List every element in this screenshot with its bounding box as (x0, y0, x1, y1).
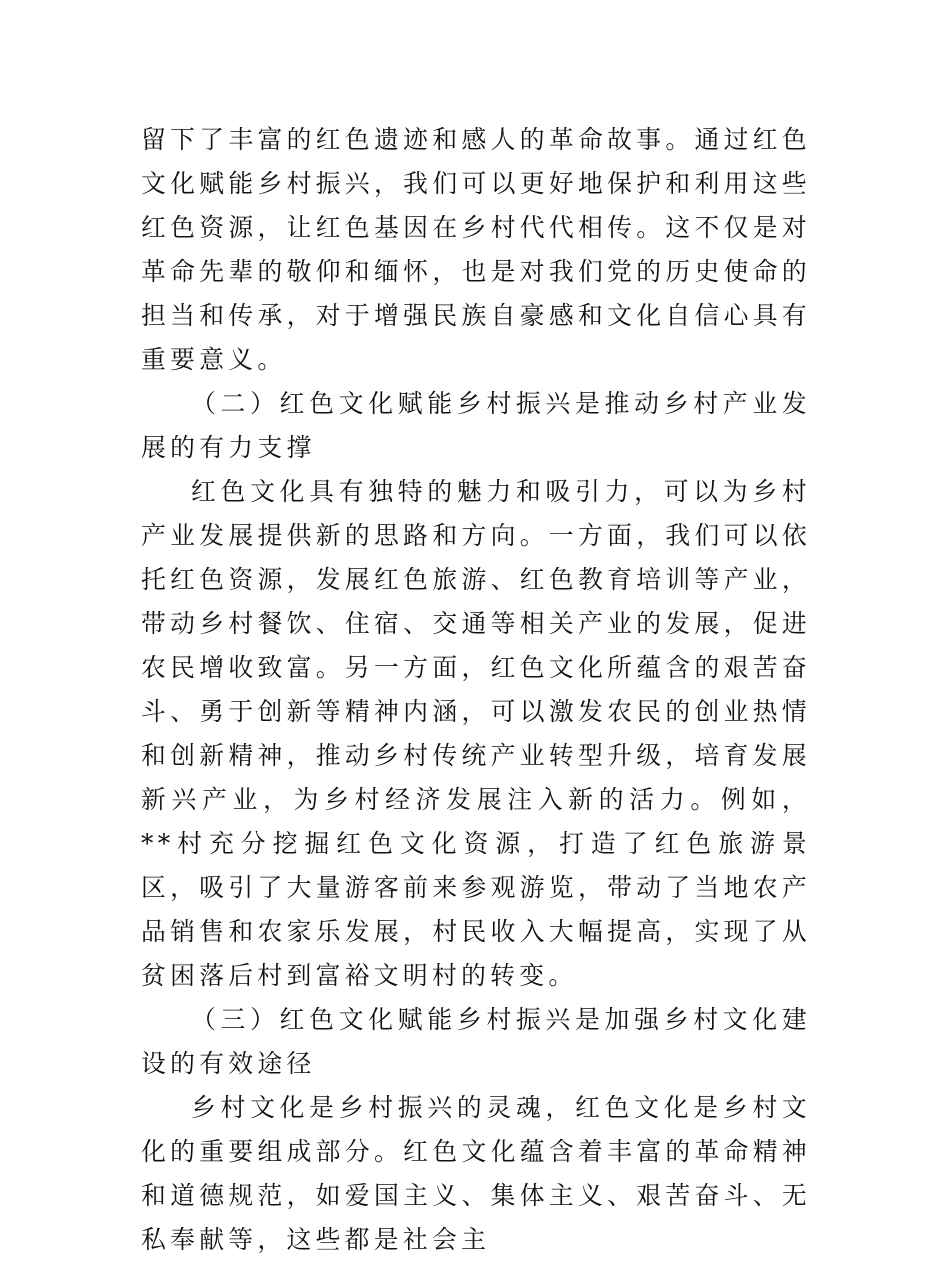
paragraph-industry: 红色文化具有独特的魅力和吸引力，可以为乡村产业发展提供新的思路和方向。一方面，我们可以依托红色资源，发展红色旅游、红色教育培训等产业，带动乡村餐饮、住宿、交通等相关产业的发展，促进农民增收致富。另一方面，红色文化所蕴含的艰苦奋斗、勇于创新等精神内涵，可以激发农民的创业热情和创新精神，推动乡村传统产业转型升级，培育发展新兴产业，为乡村经济发展注入新的活力。例如，**村充分挖掘红色文化资源，打造了红色旅游景区，吸引了大量游客前来参观游览，带动了当地农产品销售和农家乐发展，村民收入大幅提高，实现了从贫困落后村到富裕文明村的转变。 (141, 477, 811, 990)
paragraph-culture: 乡村文化是乡村振兴的灵魂，红色文化是乡村文化的重要组成部分。红色文化蕴含着丰富的革命精神和道德规范，如爱国主义、集体主义、艰苦奋斗、无私奉献等，这些都是社会主 (141, 1093, 811, 1254)
section-heading-2: （二）红色文化赋能乡村振兴是推动乡村产业发展的有力支撑 (141, 389, 811, 462)
section-heading-3: （三）红色文化赋能乡村振兴是加强乡村文化建设的有效途径 (141, 1005, 811, 1078)
document-body (141, 118, 811, 1262)
paragraph-continuation: 留下了丰富的红色遗迹和感人的革命故事。通过红色文化赋能乡村振兴，我们可以更好地保护和利用这些红色资源，让红色基因在乡村代代相传。这不仅是对革命先辈的敬仰和缅怀，也是对我们党的历史使命的担当和传承，对于增强民族自豪感和文化自信心具有重要意义。 (141, 125, 811, 374)
